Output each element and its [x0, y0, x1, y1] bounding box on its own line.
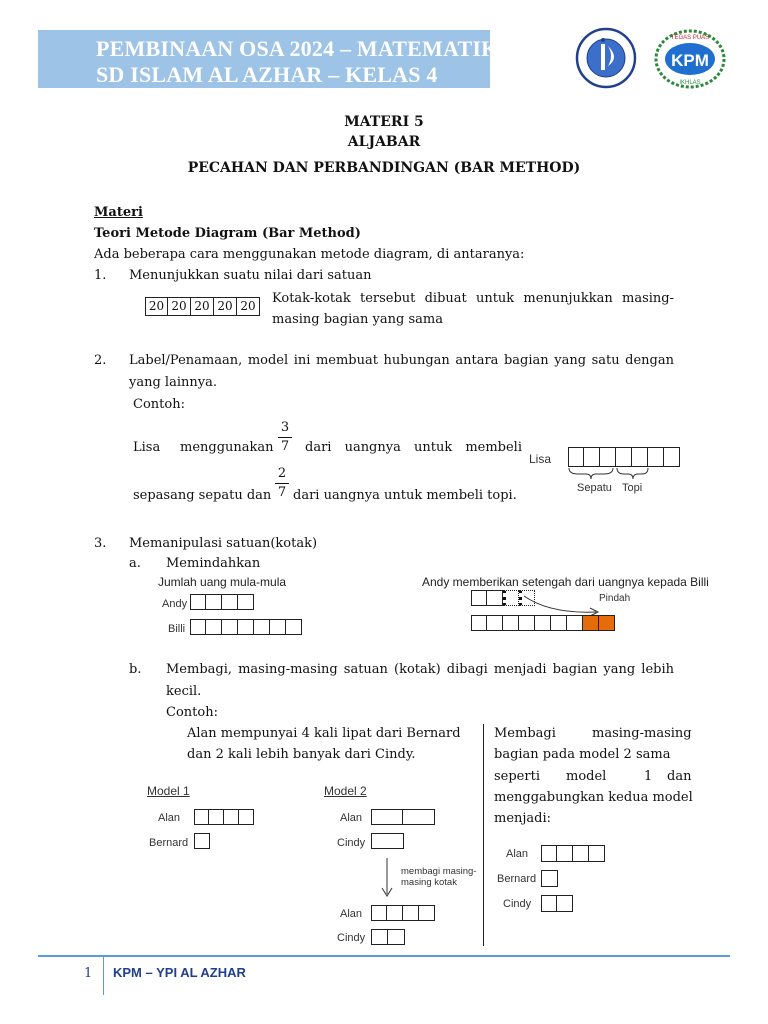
model2-cindy: Cindy	[337, 837, 366, 849]
yayasan-logo-icon	[568, 26, 644, 90]
model1-bernard: Bernard	[149, 837, 189, 849]
lisa-sepatu-label: Sepatu	[577, 482, 612, 494]
item3-b-line2: kecil.	[166, 684, 202, 699]
item2-contoh: Contoh:	[133, 397, 185, 412]
yayasan-logo	[568, 26, 644, 90]
model1-bernard-bar	[194, 833, 210, 849]
lisa-brace-icon	[566, 466, 682, 480]
kpm-logo-icon	[650, 26, 730, 90]
fraction-3-7	[278, 420, 292, 455]
item2-s1c: dari uangnya untuk membeli	[305, 440, 522, 455]
b-right-line5: menjadi:	[494, 811, 552, 826]
model1-alan-bar	[194, 809, 254, 825]
b-right-line4: menggabungkan kedua model	[494, 790, 693, 805]
item1-text: Menunjukkan suatu nilai dari satuan	[129, 268, 372, 283]
andy-bar-initial	[190, 594, 254, 610]
bar-unit	[568, 447, 584, 467]
b-right-line3d: dan	[667, 769, 692, 784]
item1-cell: 20	[145, 297, 168, 316]
section-materi: Materi	[94, 205, 143, 220]
item2-s2b: dari uangnya untuk membeli topi.	[293, 488, 517, 503]
bar-unit	[616, 447, 632, 467]
bar-unit	[584, 447, 600, 467]
page-number: 1	[84, 966, 93, 981]
fig-a-title2: Andy memberikan setengah dari uangnya kepada Billi	[422, 575, 709, 589]
lisa-topi-label: Topi	[622, 482, 643, 494]
model2b-cindy-bar	[371, 929, 405, 945]
b-right-line1b: masing-masing	[592, 726, 692, 741]
item3-number: 3.	[94, 536, 107, 551]
kpm-logo	[650, 26, 730, 90]
item3-a-text: Memindahkan	[166, 556, 261, 571]
fraction-numerator: 3	[280, 420, 290, 435]
bar-unit	[632, 447, 648, 467]
footer-divider	[103, 955, 104, 995]
item3-b-line1: Membagi, masing-masing satuan (kotak) dibagi menjadi bagian yang lebih	[166, 662, 674, 677]
fraction-2-7	[275, 466, 289, 501]
item3-text: Memanipulasi satuan(kotak)	[129, 536, 318, 551]
item1-bar	[145, 297, 260, 316]
footer-text: KPM – YPI AL AZHAR	[113, 965, 246, 980]
item1-number: 1.	[94, 268, 107, 283]
item1-desc-line1: Kotak-kotak tersebut dibuat untuk menunjukkan masing-	[272, 291, 674, 306]
fig-a-billi: Billi	[168, 623, 186, 635]
fraction-bar	[278, 437, 292, 438]
b-right-line3b: model	[566, 769, 607, 784]
model1-alan: Alan	[158, 812, 181, 824]
bar-unit	[664, 447, 680, 467]
b-left-line1: Alan mempunyai 4 kali lipat dari Bernard	[187, 726, 461, 741]
combined-cindy: Cindy	[503, 898, 532, 910]
item1-cell: 20	[214, 297, 237, 316]
model2b-alan-bar	[371, 905, 435, 921]
kpm-logo-top: TEGAS PUAS	[670, 35, 710, 41]
down-arrow-icon	[380, 856, 394, 900]
item3-b-contoh: Contoh:	[166, 705, 218, 720]
title-line3: PECAHAN DAN PERBANDINGAN (BAR METHOD)	[187, 160, 581, 176]
combined-cindy-bar	[541, 895, 573, 912]
kpm-logo-text: KPM	[671, 51, 709, 70]
model2-alan: Alan	[340, 812, 363, 824]
fraction-bar	[275, 483, 289, 484]
fig-a-pindah: Pindah	[599, 593, 631, 604]
combined-alan: Alan	[506, 848, 529, 860]
item2-s1b: menggunakan	[180, 440, 274, 455]
subheading: Teori Metode Diagram (Bar Method)	[94, 226, 361, 241]
lisa-fig-label: Lisa	[529, 452, 552, 466]
item2-line2: yang lainnya.	[129, 375, 217, 390]
combined-bernard-bar	[541, 870, 558, 887]
lisa-bar	[568, 447, 680, 467]
fraction-numerator: 2	[277, 466, 287, 481]
bar-unit	[600, 447, 616, 467]
item2-s2a: sepasang sepatu dan	[133, 488, 272, 503]
item2-number: 2.	[94, 353, 107, 368]
footer-rule	[38, 955, 730, 957]
header-title-line1: PEMBINAAN OSA 2024 – MATEMATIKA	[96, 36, 515, 61]
b-right-line2: bagian pada model 2 sama	[494, 747, 671, 762]
billi-bar-after	[471, 615, 615, 631]
fraction-denominator: 7	[280, 439, 290, 454]
model2-cindy-bar	[371, 833, 404, 849]
fig-a-andy: Andy	[162, 598, 188, 610]
header-title-line2: SD ISLAM AL AZHAR – KELAS 4	[96, 62, 438, 87]
model2b-alan: Alan	[340, 908, 363, 920]
b-left-line2: dan 2 kali lebih banyak dari Cindy.	[187, 747, 416, 762]
item1-cell: 20	[168, 297, 191, 316]
arrow-note-line2: masing kotak	[401, 877, 457, 888]
b-right-line3a: seperti	[494, 769, 540, 784]
item2-s1a: Lisa	[133, 440, 161, 455]
model1-label: Model 1	[147, 784, 190, 798]
model2-alan-bar	[371, 809, 435, 825]
billi-bar-initial	[190, 619, 302, 635]
arrow-note	[401, 866, 477, 888]
fig-a-title1: Jumlah uang mula-mula	[158, 575, 287, 589]
arrow-note-line1: membagi masing-	[401, 866, 477, 877]
item1-cell: 20	[237, 297, 260, 316]
item3-b-letter: b.	[129, 662, 142, 677]
combined-bernard: Bernard	[497, 873, 537, 885]
bar-unit	[648, 447, 664, 467]
b-right-line3c: 1	[644, 769, 653, 784]
model2b-cindy: Cindy	[337, 932, 366, 944]
item2-line1: Label/Penamaan, model ini membuat hubungan antara bagian yang satu dengan	[129, 353, 674, 368]
intro-text: Ada beberapa cara menggunakan metode diagram, di antaranya:	[94, 247, 525, 262]
column-divider	[483, 724, 484, 946]
b-right-line1a: Membagi	[494, 726, 556, 741]
title-line1: MATERI 5	[344, 114, 424, 130]
item3-a-letter: a.	[129, 556, 141, 571]
model2-label: Model 2	[324, 784, 367, 798]
fraction-denominator: 7	[277, 485, 287, 500]
kpm-logo-bottom: IKHLAS	[679, 80, 701, 86]
combined-alan-bar	[541, 845, 605, 862]
header-banner	[38, 30, 515, 88]
item1-cell: 20	[191, 297, 214, 316]
title-line2: ALJABAR	[347, 134, 421, 150]
item1-desc-line2: masing bagian yang sama	[272, 312, 443, 327]
